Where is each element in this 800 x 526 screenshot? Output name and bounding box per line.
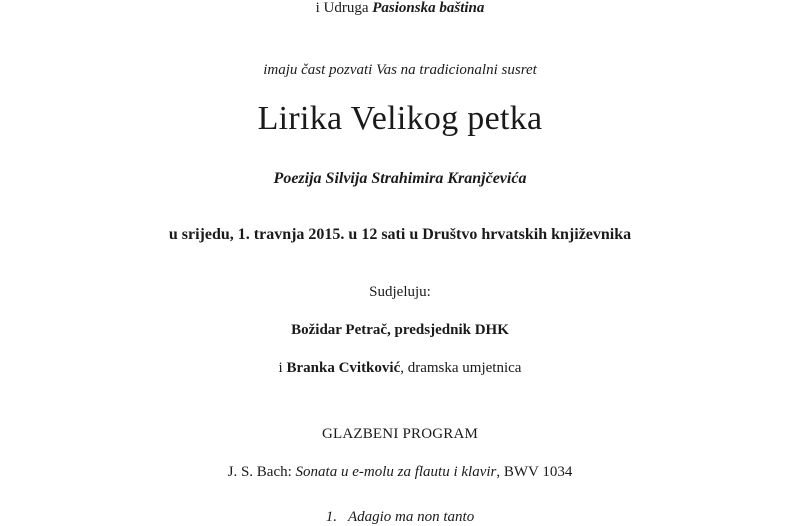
organizers-line (0, 0, 800, 17)
music-program-heading: GLAZBENI PROGRAM (321, 426, 479, 442)
event-subtitle: Poezija Silvija Strahimira Kranjčevića (273, 170, 527, 187)
participant-second (0, 360, 800, 377)
music-work-title: Sonata u e-molu za flautu i klavir (295, 464, 497, 480)
music-composer: J. S. Bach: (227, 464, 296, 480)
participant-first: Božidar Petrač, predsjednik DHK (291, 322, 509, 338)
music-catalog: , BWV 1034 (496, 464, 573, 480)
organizers-prefix: i Udruga (315, 0, 373, 16)
organization-name: Pasionska baština (372, 0, 485, 16)
participants-heading: Sudjeluju: (369, 284, 431, 300)
music-movement: 1. Adagio ma non tanto (325, 509, 475, 525)
invitation-text: imaju čast pozvati Vas na tradicionalni susret (263, 62, 537, 78)
music-piece (0, 464, 800, 481)
event-title: Lirika Velikog petka (257, 100, 543, 137)
event-date-location: u srijedu, 1. travnja 2015. u 12 sati u Društvo hrvatskih književnika (168, 226, 632, 243)
participant-second-prefix: i (278, 360, 287, 376)
participant-second-role: , dramska umjetnica (400, 360, 522, 376)
participant-second-name: Branka Cvitković (286, 360, 401, 376)
